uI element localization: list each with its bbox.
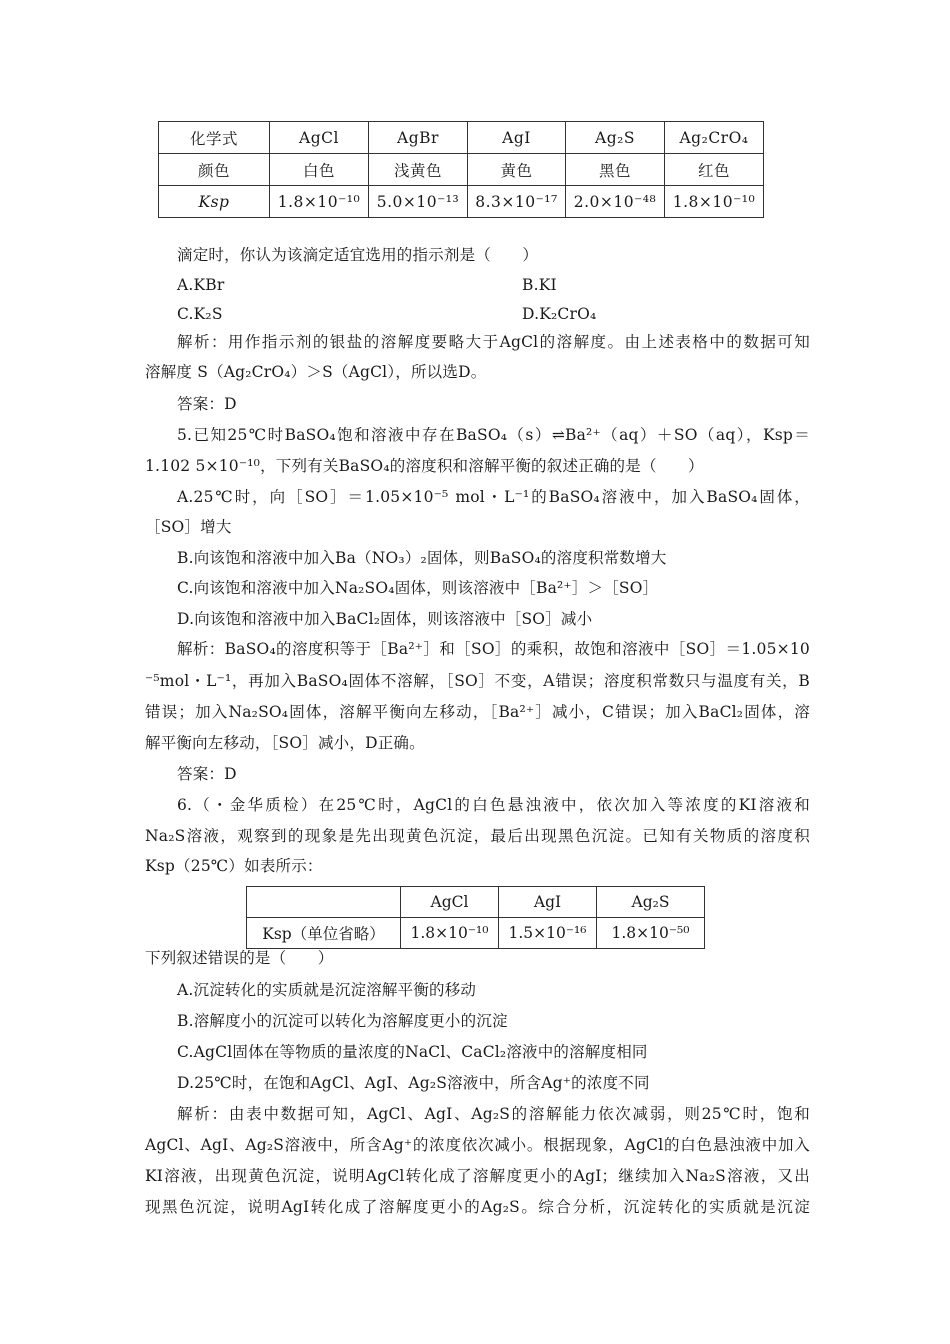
table-header-cell: 化学式 — [159, 122, 270, 154]
q6-question: 下列叙述错误的是（ ） — [145, 949, 334, 967]
q6-stem-cont: Na₂S溶液，观察到的现象是先出现黄色沉淀，最后出现黑色沉淀。已知有关物质的溶度积 — [145, 827, 810, 845]
q5-option-a-cont: ［SO］增大 — [145, 518, 232, 536]
solubility-color-table — [158, 121, 764, 218]
table-cell: 1.8×10⁻¹⁰ — [665, 186, 764, 218]
table-row — [159, 186, 764, 218]
table-header-cell — [247, 887, 401, 918]
table-row — [247, 887, 705, 918]
q5-answer: 答案：D — [177, 765, 237, 783]
table-row-label: Ksp（单位省略） — [247, 918, 401, 949]
table-header-cell: AgCl — [401, 887, 499, 918]
q4-analysis: 解析：用作指示剂的银盐的溶解度要略大于AgCl的溶解度。由上述表格中的数据可知 — [177, 333, 810, 351]
table-cell: 1.8×10⁻¹⁰ — [401, 918, 499, 949]
q6-analysis-cont: 现黑色沉淀，说明AgI转化成了溶解度更小的Ag₂S。综合分析，沉淀转化的实质就是沉淀 — [145, 1198, 810, 1216]
ksp-table — [246, 886, 705, 949]
q5-option-c: C.向该饱和溶液中加入Na₂SO₄固体，则该溶液中［Ba²⁺］＞［SO］ — [177, 579, 659, 597]
table-header-cell: AgCl — [270, 122, 369, 154]
q4-stem: 滴定时，你认为该滴定适宜选用的指示剂是（ ） — [177, 246, 539, 264]
q5-analysis-cont: 解平衡向左移动，［SO］减小，D正确。 — [145, 734, 425, 752]
q5-stem: 5.已知25℃时BaSO₄饱和溶液中存在BaSO₄（s）⇌Ba²⁺（aq）＋SO（aq），Ksp＝ — [177, 426, 810, 444]
q6-stem-cont: Ksp（25℃）如表所示： — [145, 857, 323, 875]
table-cell: 黑色 — [566, 154, 665, 186]
table-header-cell: AgI — [468, 122, 566, 154]
q4-answer: 答案：D — [177, 395, 237, 413]
q5-option-a: A.25℃时，向［SO］＝1.05×10⁻⁵ mol・L⁻¹的BaSO₄溶液中，加入BaSO₄固体， — [177, 488, 810, 506]
q6-stem: 6.（・金华质检）在25℃时，AgCl的白色悬浊液中，依次加入等浓度的KI溶液和 — [177, 796, 810, 814]
table-row — [247, 918, 705, 949]
q4-options-row-2 — [177, 303, 810, 325]
table-header-cell: Ag₂S — [597, 887, 705, 918]
q5-analysis-cont: 错误；加入Na₂SO₄固体，溶解平衡向左移动，［Ba²⁺］减小，C错误；加入BaCl₂固体，溶 — [145, 703, 810, 721]
table-cell: 1.8×10⁻⁵⁰ — [597, 918, 705, 949]
ksp-symbol: Ksp — [198, 192, 230, 211]
table-cell: 8.3×10⁻¹⁷ — [468, 186, 566, 218]
q4-options-row-1 — [177, 274, 810, 296]
q4-option-b: B.KI — [522, 276, 557, 294]
q5-option-d: D.向该饱和溶液中加入BaCl₂固体，则该溶液中［SO］减小 — [177, 610, 593, 628]
table-header-cell: AgBr — [369, 122, 468, 154]
table-cell: 2.0×10⁻⁴⁸ — [566, 186, 665, 218]
table-cell: 1.5×10⁻¹⁶ — [499, 918, 597, 949]
q6-analysis-cont: AgCl、AgI、Ag₂S溶液中，所含Ag⁺的浓度依次减小。根据现象，AgCl的白色悬浊液中加入 — [145, 1136, 810, 1154]
table-row — [159, 154, 764, 186]
q4-option-d: D.K₂CrO₄ — [522, 305, 597, 323]
q5-option-b: B.向该饱和溶液中加入Ba（NO₃）₂固体，则BaSO₄的溶度积常数增大 — [177, 549, 667, 567]
table-header-cell: Ag₂S — [566, 122, 665, 154]
q6-option-a: A.沉淀转化的实质就是沉淀溶解平衡的移动 — [177, 981, 477, 999]
q4-option-c: C.K₂S — [177, 305, 223, 323]
table-cell: 白色 — [270, 154, 369, 186]
q4-option-a: A.KBr — [177, 276, 225, 294]
q6-analysis-cont: KI溶液，出现黄色沉淀，说明AgCl转化成了溶解度更小的AgI；继续加入Na₂S溶液，又出 — [145, 1167, 810, 1185]
table-cell: 黄色 — [468, 154, 566, 186]
q6-analysis: 解析：由表中数据可知，AgCl、AgI、Ag₂S的溶解能力依次减弱，则25℃时，饱和 — [177, 1105, 810, 1123]
q5-analysis: 解析：BaSO₄的溶度积等于［Ba²⁺］和［SO］的乘积，故饱和溶液中［SO］＝1.05×10 — [177, 640, 810, 658]
table-cell: 5.0×10⁻¹³ — [369, 186, 468, 218]
q6-option-b: B.溶解度小的沉淀可以转化为溶解度更小的沉淀 — [177, 1012, 508, 1030]
q5-analysis-cont: ⁻⁵mol・L⁻¹，再加入BaSO₄固体不溶解，［SO］不变，A错误；溶度积常数只与温度有关，B — [145, 672, 810, 690]
table-row-label: 颜色 — [159, 154, 270, 186]
q6-option-c: C.AgCl固体在等物质的量浓度的NaCl、CaCl₂溶液中的溶解度相同 — [177, 1043, 648, 1061]
table-row — [159, 122, 764, 154]
table-cell: 浅黄色 — [369, 154, 468, 186]
table-header-cell: Ag₂CrO₄ — [665, 122, 764, 154]
table-cell: 红色 — [665, 154, 764, 186]
q5-stem-cont: 1.102 5×10⁻¹⁰，下列有关BaSO₄的溶度积和溶解平衡的叙述正确的是（ ） — [145, 457, 704, 475]
q6-option-d: D.25℃时，在饱和AgCl、AgI、Ag₂S溶液中，所含Ag⁺的浓度不同 — [177, 1074, 650, 1092]
q4-analysis-cont: 溶解度 S（Ag₂CrO₄）＞S（AgCl），所以选D。 — [145, 363, 487, 381]
table-cell: 1.8×10⁻¹⁰ — [270, 186, 369, 218]
table-row-label — [159, 186, 270, 218]
table-header-cell: AgI — [499, 887, 597, 918]
